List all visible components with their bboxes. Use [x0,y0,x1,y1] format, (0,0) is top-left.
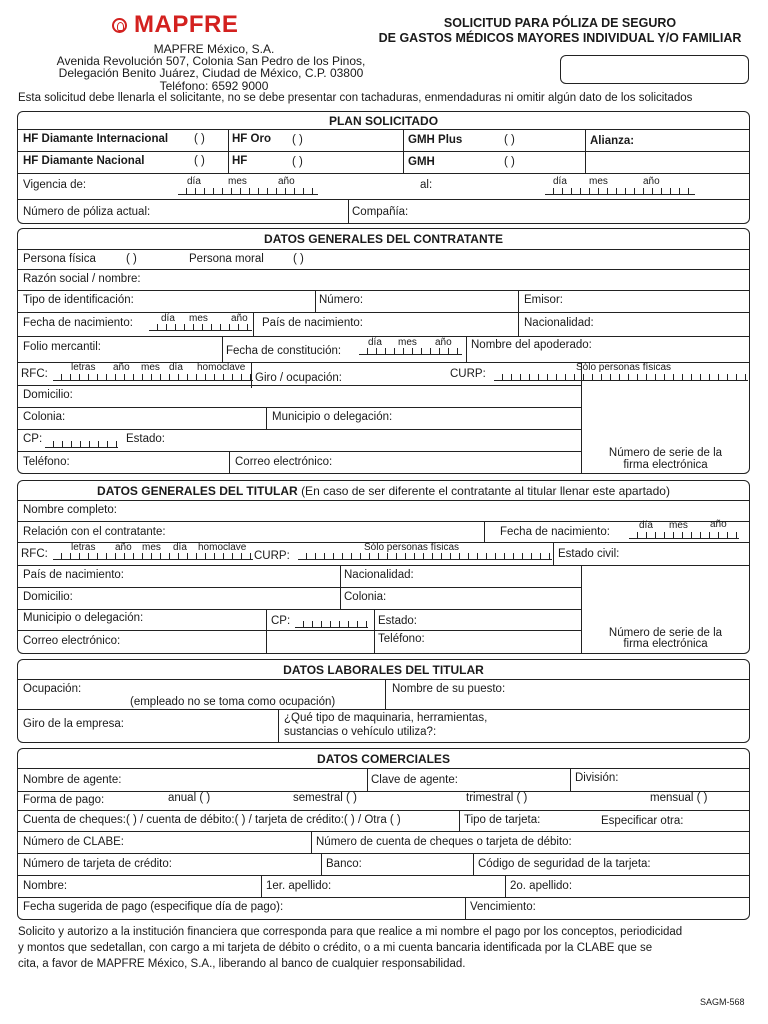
clabe-field[interactable]: Número de CLABE: [23,836,124,848]
titular-estado-field[interactable]: Estado: [378,615,417,627]
contratante-cp-label: CP: [23,433,43,445]
titular-rfc-letras-label: letras [71,542,96,553]
titular-rfc-label: RFC: [21,548,48,560]
especificar-otra-field[interactable]: Especificar otra: [601,815,684,827]
titular-rfc-homoclave-label: homoclave [198,542,247,553]
ocupacion-note: (empleado no se toma como ocupación) [130,696,336,708]
contratante-fecha-mes-label: mes [189,313,208,324]
contratante-nacionalidad-field[interactable]: Nacionalidad: [524,317,594,329]
contratante-fecha-dia-label: día [161,313,175,324]
compania-field[interactable]: Compañía: [352,206,409,218]
brand-logo-text: MAPFRE [134,11,239,38]
contratante-rfc-anio-label: año [113,362,130,373]
titular-curp-label: CURP: [254,550,290,562]
contratante-telefono-field[interactable]: Teléfono: [23,456,70,468]
titular-relacion-field[interactable]: Relación con el contratante: [23,526,166,538]
contratante-solo-fisicas-label: Sólo personas físicas [576,362,672,373]
segundo-apellido-field[interactable]: 2o. apellido: [510,880,573,892]
contratante-municipio-field[interactable]: Municipio o delegación: [272,411,393,423]
vigencia-dia-label: día [187,176,201,187]
titular-fecha-dia-label: día [639,520,653,531]
plan-hf-diamante-internacional-checkbox[interactable]: ( ) [194,133,205,145]
titular-colonia-field[interactable]: Colonia: [344,591,387,603]
instructions-text: Esta solicitud debe llenarla el solicitante, no se debe presentar con tachaduras, enmendaduras ni omitir algún dato de los solicitados [18,92,693,104]
plan-section-title: PLAN SOLICITADO [328,114,439,128]
titular-fecha-nacimiento-label: Fecha de nacimiento: [500,526,610,538]
titular-section [17,480,750,654]
persona-fisica-option: Persona física [23,253,96,265]
pago-anual-option[interactable]: anual ( ) [168,792,211,804]
contratante-rfc-label: RFC: [21,368,48,380]
titular-cp-label: CP: [271,615,291,627]
banco-field[interactable]: Banco: [326,858,362,870]
contratante-pais-nacimiento-field[interactable]: País de nacimiento: [262,317,364,329]
plan-gmh-plus: GMH Plus [408,134,463,146]
comerciales-section [17,748,750,920]
company-phone: Teléfono: 6592 9000 [159,79,269,93]
titular-fecha-mes-label: mes [669,520,688,531]
titular-title-note: (En caso de ser diferente el contratante al titular llenar este apartado) [301,484,670,498]
contratante-cp-field[interactable] [45,441,118,448]
titular-rfc-dia-label: día [173,542,187,553]
pago-trimestral-option[interactable]: trimestral ( ) [466,792,528,804]
contratante-fecha-anio-label: año [231,313,248,324]
contratante-rfc-letras-label: letras [71,362,96,373]
plan-hf-diamante-nacional: HF Diamante Nacional [23,155,145,167]
plan-alianza[interactable]: Alianza: [590,135,635,147]
folio-box[interactable] [560,55,749,84]
numero-id-field[interactable]: Número: [319,294,364,306]
vigencia-al-anio-label: año [643,176,660,187]
contratante-rfc-dia-label: día [169,362,183,373]
contratante-section [17,228,750,474]
vigencia-to-date-field[interactable] [545,188,695,195]
contratante-fecha-nacimiento-label: Fecha de nacimiento: [23,317,133,329]
laborales-section [17,659,750,743]
titular-cp-field[interactable] [295,621,368,628]
company-name: MAPFRE México, S.A. [153,42,275,56]
vigencia-label: Vigencia de: [23,179,87,191]
vigencia-anio-label: año [278,176,295,187]
contratante-firma-label-1: Número de serie de la [608,447,723,459]
contratante-colonia-field[interactable]: Colonia: [23,411,66,423]
numero-cuenta-field[interactable]: Número de cuenta de cheques o tarjeta de débito: [316,836,572,848]
forma-pago-label: Forma de pago: [23,794,105,806]
nombre-agente-field[interactable]: Nombre de agente: [23,774,122,786]
contratante-fecha-nacimiento-field[interactable] [149,324,252,331]
constitucion-dia-label: día [368,337,382,348]
giro-empresa-field[interactable]: Giro de la empresa: [23,718,124,730]
contratante-correo-field[interactable]: Correo electrónico: [235,456,333,468]
plan-hf-diamante-internacional: HF Diamante Internacional [23,133,169,145]
tarjetahabiente-nombre-field[interactable]: Nombre: [23,880,68,892]
plan-hf: HF [232,155,248,167]
vigencia-from-date-field[interactable] [178,188,318,195]
contratante-domicilio-field[interactable]: Domicilio: [23,389,73,401]
titular-nombre-field[interactable]: Nombre completo: [23,504,117,516]
pago-semestral-option[interactable]: semestral ( ) [293,792,357,804]
persona-moral-checkbox[interactable]: ( ) [293,253,304,265]
plan-gmh-checkbox[interactable]: ( ) [504,156,515,168]
titular-estado-civil-field[interactable]: Estado civil: [558,548,620,560]
nombre-apoderado-field[interactable]: Nombre del apoderado: [471,339,592,351]
titular-firma-label-2: firma electrónica [623,638,708,650]
tipo-identificacion-field[interactable]: Tipo de identificación: [23,294,134,306]
persona-fisica-checkbox[interactable]: ( ) [126,253,137,265]
contratante-section-title: DATOS GENERALES DEL CONTRATANTE [264,232,503,246]
clave-agente-field[interactable]: Clave de agente: [371,774,458,786]
contratante-giro-field[interactable]: Giro / ocupación: [255,372,342,384]
vigencia-al-dia-label: día [553,176,567,187]
plan-hf-oro: HF Oro [232,133,271,145]
titular-municipio-field[interactable]: Municipio o delegación: [23,612,144,624]
contratante-curp-field[interactable] [494,374,748,381]
vigencia-al-label: al: [420,179,433,191]
contratante-rfc-field[interactable] [53,374,253,381]
contratante-rfc-mes-label: mes [141,362,160,373]
folio-mercantil-field[interactable]: Folio mercantil: [23,341,101,353]
company-address-2: Delegación Benito Juárez, Ciudad de México, C.P. 03800 [58,66,364,80]
ocupacion-field[interactable]: Ocupación: [23,683,82,695]
titular-rfc-mes-label: mes [142,542,161,553]
plan-hf-oro-checkbox[interactable]: ( ) [292,134,303,146]
pago-mensual-option[interactable]: mensual ( ) [650,792,708,804]
contratante-firma-label-2: firma electrónica [623,459,708,471]
plan-hf-checkbox[interactable]: ( ) [292,156,303,168]
company-address-1: Avenida Revolución 507, Colonia San Pedro de los Pinos, [56,54,366,68]
maquinaria-field[interactable]: sustancias o vehículo utiliza?: [284,726,437,738]
tipo-tarjeta-field[interactable]: Tipo de tarjeta: [464,814,541,826]
titular-telefono-field[interactable]: Teléfono: [378,633,425,645]
poliza-actual-field[interactable]: Número de póliza actual: [23,206,151,218]
titular-fecha-nacimiento-field[interactable] [629,532,739,539]
plan-gmh: GMH [408,156,435,168]
tipo-cuenta-options[interactable]: Cuenta de cheques:( ) / cuenta de débito:( ) / tarjeta de crédito:( ) / Otra ( ) [23,814,401,826]
numero-tarjeta-credito-field[interactable]: Número de tarjeta de crédito: [23,858,172,870]
authorization-line-3: cita, a favor de MAPFRE México, S.A., liberando al banco de cualquier responsabilidad. [18,958,466,970]
fecha-sugerida-pago-field[interactable]: Fecha sugerida de pago (especifique día de pago): [23,901,284,913]
titular-domicilio-field[interactable]: Domicilio: [23,591,73,603]
constitucion-mes-label: mes [398,337,417,348]
comerciales-section-title: DATOS COMERCIALES [317,752,450,766]
titular-solo-fisicas-label: Sólo personas físicas [364,542,460,553]
titular-rfc-anio-label: año [115,542,132,553]
vigencia-al-mes-label: mes [589,176,608,187]
persona-moral-option: Persona moral [189,253,264,265]
maquinaria-label-1: ¿Qué tipo de maquinaria, herramientas, [284,712,488,724]
primer-apellido-field[interactable]: 1er. apellido: [266,880,332,892]
plan-section [17,111,750,224]
titular-curp-field[interactable] [298,553,552,560]
form-title-1: SOLICITUD PARA PÓLIZA DE SEGURO [443,16,677,30]
titular-fecha-anio-label: año [710,519,727,530]
titular-rfc-field[interactable] [53,553,253,560]
form-code: SAGM-568 [700,997,745,1007]
codigo-seguridad-field[interactable]: Código de seguridad de la tarjeta: [478,858,651,870]
titular-title-text: DATOS GENERALES DEL TITULAR [97,484,298,498]
vencimiento-field[interactable]: Vencimiento: [470,901,536,913]
constitucion-anio-label: año [435,337,452,348]
plan-gmh-plus-checkbox[interactable]: ( ) [504,134,515,146]
authorization-line-1: Solicito y autorizo a la institución financiera que corresponda para que realice a mi nombre el pago por los conceptos, periodicidad [18,926,683,938]
authorization-line-2: y montos que sedetallan, con cargo a mi tarjeta de débito o crédito, o a mi cuenta bancaria identificada por la CLABE que se [18,942,653,954]
titular-firma-label-1: Número de serie de la [608,627,723,639]
form-title-2: DE GASTOS MÉDICOS MAYORES INDIVIDUAL Y/O FAMILIAR [378,31,742,45]
mapfre-logo-icon [112,18,127,33]
vigencia-mes-label: mes [228,176,247,187]
laborales-section-title: DATOS LABORALES DEL TITULAR [283,663,484,677]
division-field[interactable]: División: [575,772,619,784]
fecha-constitucion-label: Fecha de constitución: [226,345,342,357]
contratante-curp-label: CURP: [450,368,486,380]
fecha-constitucion-field[interactable] [359,348,462,355]
emisor-field[interactable]: Emisor: [524,294,563,306]
contratante-rfc-homoclave-label: homoclave [197,362,246,373]
titular-pais-nacimiento-field[interactable]: País de nacimiento: [23,569,125,581]
plan-hf-diamante-nacional-checkbox[interactable]: ( ) [194,155,205,167]
titular-nacionalidad-field[interactable]: Nacionalidad: [344,569,414,581]
contratante-estado-field[interactable]: Estado: [126,433,165,445]
razon-social-field[interactable]: Razón social / nombre: [23,273,141,285]
titular-correo-field[interactable]: Correo electrónico: [23,635,121,647]
nombre-puesto-field[interactable]: Nombre de su puesto: [392,683,506,695]
titular-section-title [18,485,749,497]
